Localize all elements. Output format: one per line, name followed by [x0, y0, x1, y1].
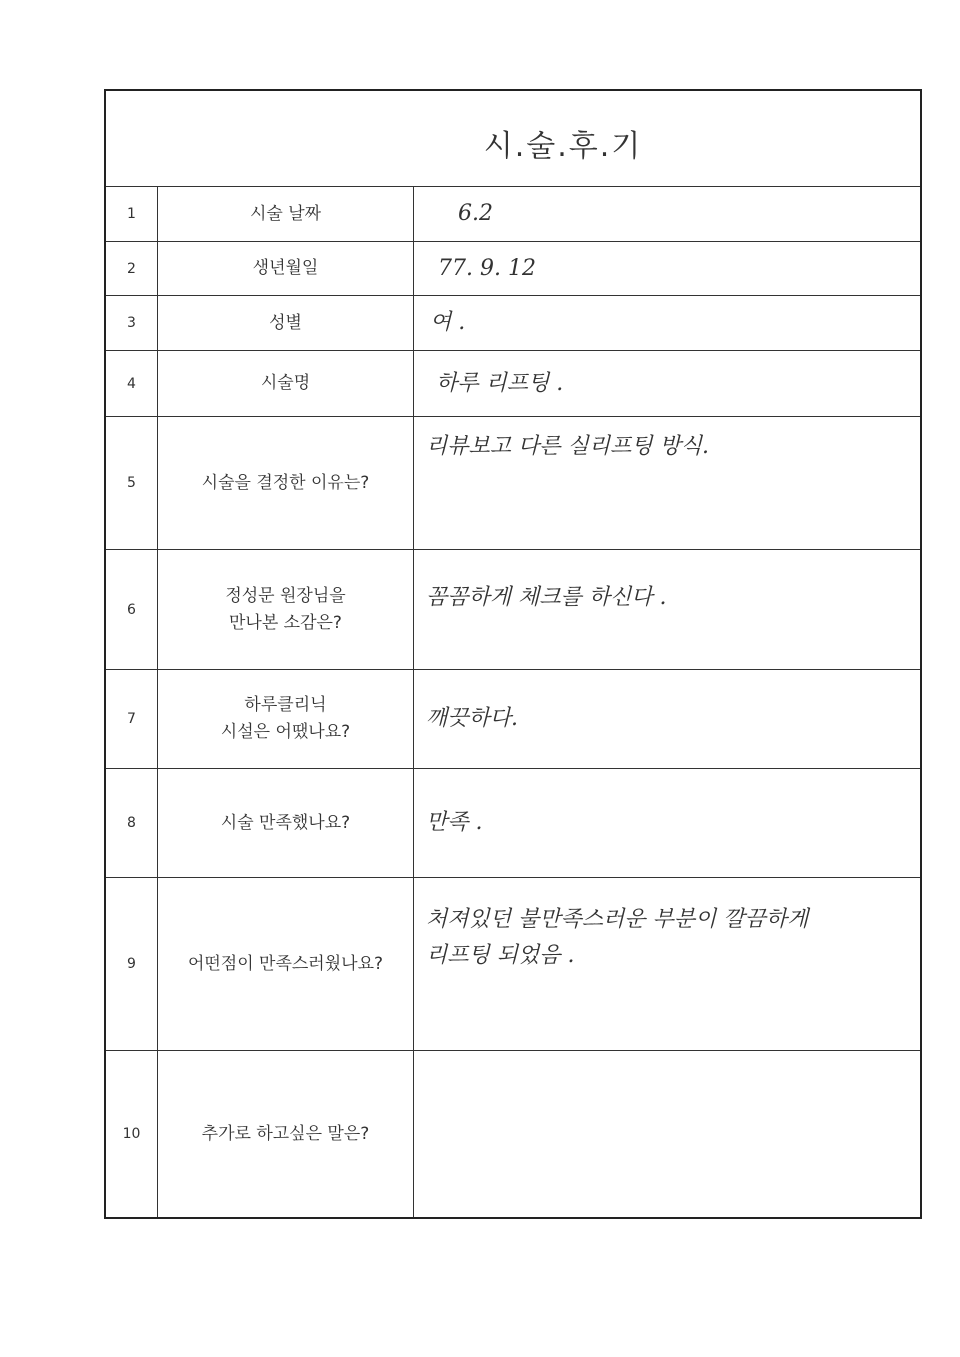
- form-row-4: [106, 351, 920, 417]
- row-number: 8: [106, 769, 158, 877]
- form-row-9: [106, 878, 920, 1051]
- handwritten-answer: 처져있던 불만족스러운 부분이 깔끔하게 리프팅 되었음 .: [426, 907, 809, 968]
- form-row-3: [106, 296, 920, 351]
- row-number: 10: [106, 1051, 158, 1217]
- row-label: 생년월일: [158, 242, 414, 295]
- row-label: 추가로 하고싶은 말은?: [158, 1051, 414, 1217]
- form-row-1: [106, 187, 920, 242]
- form-row-7: [106, 670, 920, 769]
- handwritten-answer: 하루 리프팅 .: [436, 370, 564, 396]
- handwritten-answer: [414, 1051, 920, 1217]
- row-label: 시술을 결정한 이유는?: [158, 417, 414, 549]
- handwritten-answer: 리뷰보고 다른 실리프팅 방식.: [426, 434, 709, 459]
- row-number: 1: [106, 187, 158, 241]
- row-label: 시술 만족했나요?: [158, 769, 414, 877]
- title-row: [106, 91, 920, 187]
- form-row-2: [106, 242, 920, 296]
- form-row-5: [106, 417, 920, 550]
- form-row-8: [106, 769, 920, 878]
- handwritten-answer: 여 .: [430, 310, 466, 335]
- handwritten-answer: 6.2: [458, 201, 493, 226]
- row-number: 6: [106, 550, 158, 669]
- row-number: 4: [106, 351, 158, 416]
- row-label: 성별: [158, 296, 414, 350]
- row-label: 하루클리닉 시설은 어땠나요?: [158, 670, 414, 768]
- row-number: 5: [106, 417, 158, 549]
- handwritten-answer: 깨끗하다.: [426, 706, 519, 731]
- row-label: 시술명: [158, 351, 414, 416]
- form-row-10: [106, 1051, 920, 1217]
- row-number: 9: [106, 878, 158, 1050]
- review-form: [104, 89, 922, 1219]
- handwritten-answer: 77. 9. 12: [438, 255, 536, 281]
- row-number: 2: [106, 242, 158, 295]
- row-label: 시술 날짜: [158, 187, 414, 241]
- row-number: 7: [106, 670, 158, 768]
- form-row-6: [106, 550, 920, 670]
- row-number: 3: [106, 296, 158, 350]
- row-label: 어떤점이 만족스러웠나요?: [158, 878, 414, 1050]
- form-title: 시.술.후.기: [483, 129, 643, 164]
- row-label: 정성문 원장님을 만나본 소감은?: [158, 550, 414, 669]
- handwritten-answer: 만족 .: [426, 810, 483, 835]
- handwritten-answer: 꼼꼼하게 체크를 하신다 .: [426, 585, 667, 610]
